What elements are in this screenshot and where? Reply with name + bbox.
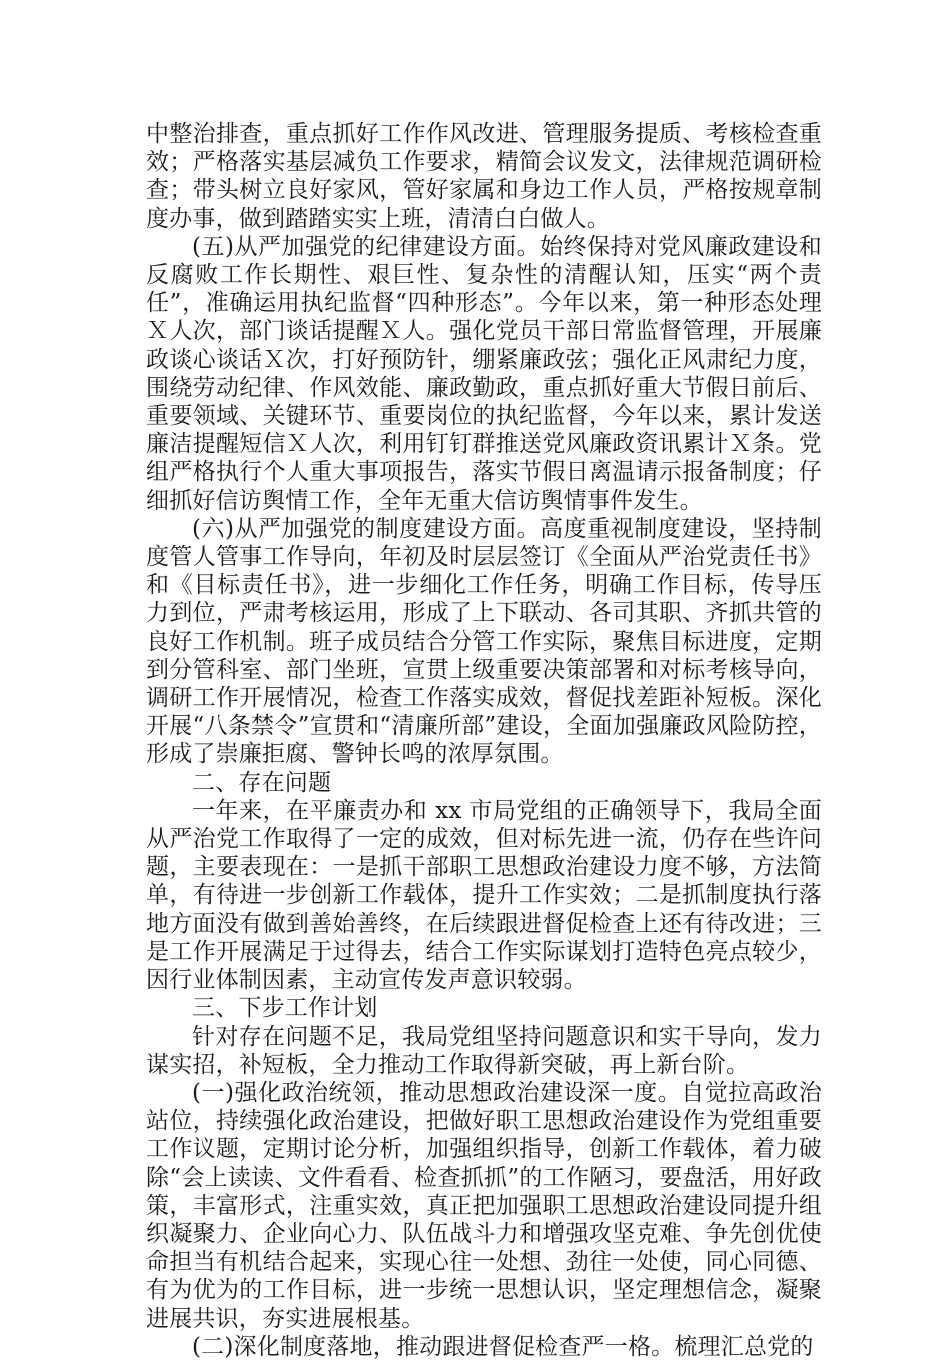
paragraph-plan-intro: 针对存在问题不足，我局党组坚持问题意识和实干导向，发力谋实招，补短板，全力推动工作取得新突破，再上新台阶。 bbox=[146, 1023, 822, 1078]
paragraph-problems: 一年来，在平廉责办和 xx 市局党组的正确领导下，我局全面从严治党工作取得了一定的成效，但对标先进一流，仍存在些许问题，主要表现在：一是抓干部职工思想政治建设力度不够，方法简单，有待进一步创新工作载体，提升工作实效；二是抓制度执行落地方面没有做到善始善终，在后续跟进督促检查上还有待改进；三是工作开展满足于过得去，结合工作实际谋划打造特色亮点较少，因行业体制因素，主动宣传发声意识较弱。 bbox=[146, 797, 822, 994]
section-heading-existing-problems: 二、存在问题 bbox=[192, 769, 332, 796]
document-page bbox=[146, 120, 822, 1361]
paragraph-plan-item-2: (二)深化制度落地，推动跟进督促检查严一格。梳理汇总党的 bbox=[192, 1333, 814, 1360]
paragraph-continuation: 中整治排查，重点抓好工作作风改进、管理服务提质、考核检查重效；严格落实基层减负工作要求，精简会议发文，法律规范调研检查；带头树立良好家风，管好家属和身边工作人员，严格按规章制度办事，做到踏踏实实上班，清清白白做人。 bbox=[146, 121, 822, 232]
paragraph-discipline-building: (五)从严加强党的纪律建设方面。始终保持对党风廉政建设和反腐败工作长期性、艰巨性、复杂性的清醒认知，压实“两个责任”，准确运用执纪监督“四种形态”。今年以来，第一种形态处理Ｘ人次，部门谈话提醒Ｘ人。强化党员干部日常监督管理，开展廉政谈心谈话Ｘ次，打好预防针，绷紧廉政弦；强化正风肃纪力度，围绕劳动纪律、作风效能、廉政勤政，重点抓好重大节假日前后、重要领域、关键环节、重要岗位的执纪监督，今年以来，累计发送廉洁提醒短信Ｘ人次，利用钉钉群推送党风廉政资讯累计Ｘ条。党组严格执行个人重大事项报告，落实节假日离温请示报备制度；仔细抓好信访舆情工作，全年无重大信访舆情事件发生。 bbox=[146, 233, 822, 514]
section-heading-next-plan: 三、下步工作计划 bbox=[192, 995, 378, 1022]
paragraph-system-building: (六)从严加强党的制度建设方面。高度重视制度建设，坚持制度管人管事工作导向，年初及时层层签订《全面从严治党责任书》和《目标责任书》，进一步细化工作任务，明确工作目标，传导压力到位，严肃考核运用，形成了上下联动、各司其职、齐抓共管的良好工作机制。班子成员结合分管工作实际，聚焦目标进度，定期到分管科室、部门坐班，宣贯上级重要决策部署和对标考核导向，调研工作开展情况，检查工作落实成效，督促找差距补短板。深化开展“八条禁令”宣贯和“清廉所部”建设，全面加强廉政风险防控，形成了崇廉拒腐、警钟长鸣的浓厚氛围。 bbox=[146, 515, 822, 768]
paragraph-plan-item-1: (一)强化政治统领，推动思想政治建设深一度。自觉拉高政治站位，持续强化政治建设，把做好职工思想政治建设作为党组重要工作议题，定期讨论分析，加强组织指导，创新工作载体，着力破除“会上读读、文件看看、检查抓抓”的工作陋习，要盘活，用好政策，丰富形式，注重实效，真正把加强职工思想政治建设同提升组织凝聚力、企业向心力、队伍战斗力和增强攻坚克难、争先创优使命担当有机结合起来，实现心往一处想、劲往一处使，同心同德、有为优为的工作目标，进一步统一思想认识，坚定理想信念，凝聚进展共识，夯实进展根基。 bbox=[146, 1079, 822, 1332]
